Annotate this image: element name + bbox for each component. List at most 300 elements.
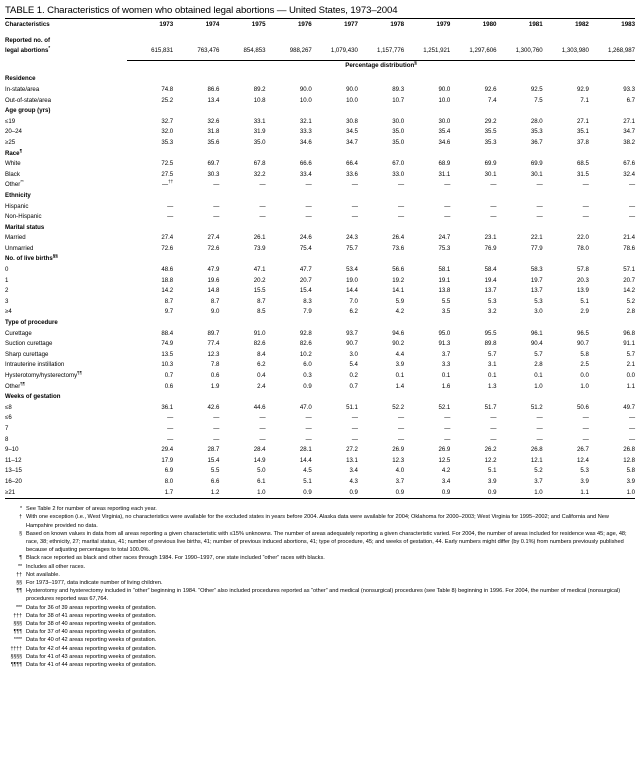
- cell-unmarried-1975: 73.9: [253, 244, 266, 252]
- cell-other-1983: —: [628, 181, 636, 189]
- footnote-marker: §§: [52, 253, 58, 259]
- cell-8-1976: —: [305, 435, 312, 443]
- row-label-weeks-of-gestation-lte-6: ≤6: [5, 414, 12, 422]
- cell-gte-4-1979: 3.5: [441, 308, 451, 316]
- cell-sharp-curettage-1973: 13.5: [161, 350, 174, 358]
- cell-lte-8-1980: 51.7: [484, 403, 497, 411]
- column-header-year-1976: 1976: [297, 21, 312, 28]
- cell-0-1975: 47.1: [253, 266, 266, 274]
- cell-2-1980: 13.7: [484, 287, 497, 295]
- cell-lte-6-1977: —: [351, 414, 358, 422]
- row-label-type-of-procedure-suction-curettage: Suction curettage: [5, 340, 53, 348]
- table-row: [5, 477, 635, 488]
- table-row: [5, 85, 635, 96]
- cell-16-20-1979: 3.4: [441, 477, 451, 485]
- cell-gte-4-1974: 9.0: [210, 308, 220, 316]
- table-row: [5, 382, 635, 393]
- cell-8-1980: —: [490, 435, 497, 443]
- footnote-marker: ¶¶: [16, 588, 22, 595]
- cell-hysterotomy-hysterectomy-1979: 0.1: [441, 372, 451, 379]
- cell-7-1973: —: [167, 424, 174, 432]
- column-header-characteristics: Characteristics: [5, 21, 50, 28]
- cell-7-1977: —: [351, 424, 358, 432]
- footnote-text: Data for 38 of 40 areas reporting weeks of gestation.: [26, 620, 157, 627]
- reported-abortions-label-line1: [5, 36, 635, 47]
- cell-hysterotomy-hysterectomy-1981: 0.1: [534, 372, 543, 379]
- section-heading-label: Race¶: [5, 147, 23, 157]
- cell-lte-6-1980: —: [490, 414, 497, 422]
- cell-0-1973: 48.6: [161, 266, 174, 274]
- cell-suction-curettage-1978: 90.2: [392, 340, 405, 348]
- cell-sharp-curettage-1974: 12.3: [207, 350, 220, 358]
- table-row: [5, 435, 635, 446]
- table-row: [5, 360, 635, 371]
- table-header: [5, 19, 635, 31]
- cell-black-1981: 30.1: [530, 170, 543, 178]
- cell-out-of-state-area-1975: 10.8: [253, 96, 266, 104]
- footnote-text: Data for 36 of 39 areas reporting weeks of gestation.: [26, 604, 157, 611]
- cell-black-1977: 33.6: [346, 170, 358, 178]
- cell-lte-8-1982: 50.6: [577, 403, 589, 411]
- cell-16-20-1977: 4.3: [349, 477, 358, 485]
- cell-gte-4-1981: 3.0: [534, 308, 543, 316]
- cell-lte-8-1983: 49.7: [623, 403, 636, 411]
- cell-3-1977: 7.0: [349, 297, 358, 305]
- cell-lte-8-1973: 36.1: [161, 403, 174, 411]
- section-heading-label: Marital status: [5, 223, 45, 231]
- cell-hysterotomy-hysterectomy-1982: 0.0: [580, 372, 589, 379]
- cell-1-1977: 19.0: [346, 276, 358, 284]
- cell-2-1977: 14.4: [346, 287, 358, 295]
- cell-16-20-1975: 6.1: [257, 477, 266, 485]
- cell-lte-19-1975: 33.1: [253, 117, 266, 125]
- footnote-marker: **: [17, 563, 22, 570]
- cell-intrauterine-instillation-1977: 5.4: [349, 361, 358, 369]
- section-heading-label: Type of procedure: [5, 319, 58, 327]
- cell-other-1973: 0.6: [164, 382, 174, 390]
- column-header-year-1981: 1981: [528, 21, 543, 28]
- reported-abortions-value-1982: 1,303,980: [561, 47, 589, 55]
- cell-lte-19-1979: 30.0: [438, 117, 451, 125]
- cell-16-20-1978: 3.7: [395, 477, 405, 485]
- cell-sharp-curettage-1978: 4.4: [395, 350, 405, 358]
- cell-intrauterine-instillation-1976: 6.0: [303, 361, 312, 369]
- cell-hispanic-1975: —: [259, 202, 266, 210]
- cell-curettage-1976: 92.8: [299, 329, 312, 337]
- cell-2-1976: 15.4: [299, 287, 312, 295]
- header-row: [5, 20, 635, 31]
- cell-intrauterine-instillation-1974: 7.8: [210, 361, 220, 369]
- footnote-13: [5, 636, 635, 644]
- cell-11-12-1973: 17.9: [161, 456, 174, 464]
- column-header-year-1983: 1983: [621, 21, 636, 28]
- footnote-marker: ¶¶¶¶: [10, 661, 22, 668]
- cell-white-1981: 69.9: [530, 160, 543, 168]
- row-label-weeks-of-gestation-16-20: 16–20: [5, 477, 22, 485]
- cell-9-10-1978: 26.9: [392, 446, 405, 454]
- cell-gte-21-1978: 0.9: [395, 488, 405, 496]
- cell-lte-19-1977: 30.8: [346, 117, 358, 125]
- cell-hispanic-1977: —: [351, 202, 358, 210]
- cell-curettage-1982: 96.5: [577, 329, 589, 337]
- table-row: [5, 170, 635, 181]
- footnote-marker: ††††: [10, 645, 22, 652]
- cell-out-of-state-area-1978: 10.7: [392, 96, 405, 104]
- footnote-marker: †: [19, 514, 22, 521]
- table-row: [5, 96, 635, 107]
- cell-curettage-1973: 88.4: [161, 329, 174, 337]
- cell-lte-19-1983: 27.1: [623, 117, 636, 125]
- cell-lte-6-1981: —: [536, 414, 543, 422]
- percentage-distribution-banner: [5, 61, 635, 72]
- reported-abortions-value-1983: 1,268,987: [607, 47, 636, 55]
- footnote-marker: ¶¶¶: [13, 629, 22, 636]
- cell-white-1982: 68.5: [577, 160, 589, 168]
- row-label-race-black: Black: [5, 170, 20, 178]
- cell-unmarried-1977: 75.7: [346, 244, 358, 252]
- cell-8-1974: —: [213, 435, 220, 443]
- footnote-marker: ¶: [19, 555, 22, 562]
- cell-non-hispanic-1977: —: [351, 213, 358, 221]
- table-row: [5, 403, 635, 414]
- cell-married-1981: 22.1: [530, 234, 543, 242]
- cell-11-12-1981: 12.1: [530, 456, 543, 464]
- cell-3-1974: 8.7: [210, 297, 220, 305]
- cell-in-state-area-1975: 89.2: [253, 85, 266, 93]
- footnote-marker: *: [19, 506, 22, 513]
- cell-13-15-1976: 4.5: [303, 467, 312, 475]
- cell-gte-4-1976: 7.9: [303, 308, 312, 316]
- cell-3-1980: 5.3: [488, 297, 497, 305]
- reported-abortions-value-1979: 1,251,921: [423, 47, 451, 55]
- footnote-text: Black race reported as black and other races through 1984. For 1990–1997, one state included “other” races with blacks.: [26, 555, 325, 562]
- row-label-no-of-live-births-1: 1: [5, 276, 9, 284]
- cell-unmarried-1983: 78.6: [623, 244, 636, 252]
- cell-other-1980: —: [490, 181, 497, 189]
- row-label-weeks-of-gestation-lte-8: ≤8: [5, 403, 12, 411]
- cell-sharp-curettage-1979: 3.7: [441, 350, 451, 358]
- cell-sharp-curettage-1977: 3.0: [349, 350, 358, 358]
- cell-gte-21-1981: 1.0: [534, 488, 543, 496]
- footnote-marker: §§: [16, 579, 22, 586]
- cell-white-1983: 67.6: [623, 160, 636, 168]
- cell-lte-6-1982: —: [582, 414, 589, 422]
- cell-gte-25-1974: 35.6: [207, 138, 220, 146]
- cell-other-1980: 1.3: [488, 382, 497, 390]
- row-label-type-of-procedure-hysterotomy-hysterectomy: Hysterotomy/hysterectomy¶¶: [5, 369, 83, 379]
- cell-16-20-1981: 3.7: [534, 477, 543, 485]
- cell-white-1975: 67.8: [253, 160, 266, 168]
- cell-11-12-1980: 12.2: [484, 456, 497, 464]
- cell-9-10-1981: 26.8: [530, 446, 543, 454]
- table-row: [5, 413, 635, 424]
- cell-hispanic-1983: —: [628, 202, 636, 210]
- cell-16-20-1976: 5.1: [303, 477, 312, 485]
- footnote-text: Based on known values in data from all areas reporting a given characteristic with ≤15% unknowns. The number of areas adequately reporting a given characteristic varied. For 2004, the number of areas included for residence was 45; age, 48; race, 38; ethnicity, 27; marital status, 41; number of previous live births, 41; number of previous induced abortions, 41; type of procedure, 45; and weeks of gestation, 44. Early numbers might differ (by 0.1%) from numbers previously published because of adjusting percentages to total 100.0%.: [26, 530, 627, 554]
- cell-unmarried-1982: 78.0: [577, 244, 589, 252]
- cell-gte-4-1983: 2.8: [626, 308, 636, 316]
- cell-8-1979: —: [444, 435, 451, 443]
- cell-gte-21-1977: 0.9: [349, 488, 358, 496]
- table-row: [5, 180, 635, 191]
- reported-abortions-value-1974: 763,476: [197, 47, 220, 55]
- table-row: [5, 297, 635, 308]
- cell-suction-curettage-1975: 82.6: [253, 340, 266, 348]
- cell-20-24-1980: 35.5: [484, 128, 497, 136]
- cell-2-1973: 14.2: [161, 287, 174, 295]
- cell-gte-21-1975: 1.0: [257, 488, 266, 496]
- cell-white-1977: 66.4: [346, 160, 358, 168]
- cell-13-15-1974: 5.5: [210, 467, 220, 475]
- footnote-text: Data for 38 of 41 areas reporting weeks of gestation.: [26, 612, 157, 619]
- cell-gte-25-1983: 38.2: [623, 138, 636, 146]
- cell-9-10-1983: 26.8: [623, 446, 636, 454]
- column-header-year-1979: 1979: [436, 21, 451, 28]
- cell-3-1979: 5.5: [441, 297, 451, 305]
- footnote-marker: ¶¶: [77, 369, 83, 375]
- cell-16-20-1980: 3.9: [488, 477, 497, 485]
- column-header-year-1973: 1973: [159, 21, 174, 28]
- cell-white-1973: 72.5: [161, 160, 174, 168]
- cell-black-1976: 33.4: [299, 170, 312, 178]
- cell-other-1981: 1.0: [534, 382, 543, 390]
- cell-lte-19-1981: 28.0: [530, 117, 543, 125]
- cell-lte-8-1981: 51.2: [530, 403, 543, 411]
- cell-sharp-curettage-1976: 10.2: [299, 350, 312, 358]
- section-heading-age-group-yrs: [5, 106, 635, 117]
- cell-gte-25-1978: 35.0: [392, 138, 405, 146]
- cell-13-15-1983: 5.8: [626, 467, 636, 475]
- cell-0-1983: 57.1: [623, 266, 636, 274]
- rule-line: [5, 499, 635, 501]
- cell-white-1976: 66.6: [299, 160, 312, 168]
- column-header-year-1975: 1975: [251, 21, 266, 28]
- cell-hysterotomy-hysterectomy-1977: 0.2: [349, 372, 358, 379]
- cell-lte-19-1980: 29.2: [484, 117, 497, 125]
- cell-unmarried-1978: 73.6: [392, 244, 405, 252]
- cell-black-1979: 31.1: [438, 170, 451, 178]
- table-row: [5, 488, 635, 499]
- cell-other-1976: —: [305, 181, 312, 189]
- cell-1-1974: 19.6: [207, 276, 220, 284]
- cell-gte-21-1974: 1.2: [210, 488, 220, 496]
- footnote-text: See Table 2 for number of areas reporting each year.: [26, 506, 157, 513]
- cell-hysterotomy-hysterectomy-1983: 0.0: [626, 372, 636, 379]
- cell-suction-curettage-1973: 74.9: [161, 340, 174, 348]
- table-row: [5, 117, 635, 128]
- footnotes-block: [5, 505, 635, 669]
- footnote-text: For 1973–1977, data indicate number of living children.: [26, 579, 163, 586]
- cell-married-1975: 26.1: [253, 234, 266, 242]
- cell-9-10-1976: 28.1: [299, 446, 312, 454]
- cell-sharp-curettage-1982: 5.8: [580, 350, 589, 358]
- section-heading-label: Residence: [5, 75, 36, 83]
- reported-abortions-value-1973: 615,831: [151, 47, 174, 55]
- section-heading-type-of-procedure: [5, 318, 635, 329]
- cell-7-1981: —: [536, 424, 543, 432]
- cell-13-15-1980: 5.1: [488, 467, 497, 475]
- cell-13-15-1981: 5.2: [534, 467, 543, 475]
- cell-20-24-1975: 31.9: [253, 128, 266, 136]
- cell-0-1979: 58.1: [438, 266, 451, 274]
- page-title: TABLE 1. Characteristics of women who obtained legal abortions — United States, 1973–2004: [5, 5, 398, 16]
- footnote-marker: ††: [168, 179, 174, 185]
- cell-other-1983: 1.1: [626, 382, 636, 390]
- cell-in-state-area-1976: 90.0: [299, 85, 312, 93]
- cell-hispanic-1982: —: [582, 202, 589, 210]
- row-label-race-other: Other**: [5, 179, 24, 189]
- cell-hispanic-1974: —: [213, 202, 220, 210]
- cell-out-of-state-area-1981: 7.5: [534, 96, 543, 104]
- cell-11-12-1983: 12.8: [623, 456, 636, 464]
- cell-2-1974: 14.8: [207, 287, 220, 295]
- cell-lte-19-1982: 27.1: [577, 117, 589, 125]
- cell-black-1983: 32.4: [623, 170, 636, 178]
- table-row: [5, 46, 635, 57]
- cell-1-1983: 20.7: [623, 276, 636, 284]
- cell-curettage-1977: 93.7: [346, 329, 358, 337]
- cell-suction-curettage-1981: 90.4: [530, 340, 543, 348]
- cell-gte-4-1982: 2.9: [580, 308, 589, 316]
- cell-other-1977: 0.7: [349, 382, 358, 390]
- cell-lte-8-1979: 52.1: [438, 403, 451, 411]
- footnote-7: [5, 579, 635, 587]
- cell-gte-4-1973: 9.7: [164, 308, 174, 316]
- cell-lte-19-1974: 32.6: [207, 117, 220, 125]
- table-row: [5, 424, 635, 435]
- cell-white-1979: 68.9: [438, 160, 451, 168]
- cell-lte-19-1973: 32.7: [161, 117, 174, 125]
- cell-other-1973: —††: [161, 179, 174, 189]
- cell-non-hispanic-1978: —: [398, 213, 405, 221]
- cell-out-of-state-area-1980: 7.4: [488, 96, 497, 104]
- cell-2-1982: 13.9: [577, 287, 589, 295]
- cell-lte-19-1978: 30.0: [392, 117, 405, 125]
- cell-lte-19-1976: 32.1: [299, 117, 312, 125]
- cell-white-1980: 69.9: [484, 160, 497, 168]
- cell-20-24-1977: 34.5: [346, 128, 358, 136]
- cell-8-1977: —: [351, 435, 358, 443]
- footnote-10: [5, 612, 635, 620]
- footnote-14: [5, 645, 635, 653]
- cell-non-hispanic-1982: —: [582, 213, 589, 221]
- footnote-9: [5, 604, 635, 612]
- cell-3-1982: 5.1: [580, 297, 589, 305]
- cell-11-12-1976: 14.4: [299, 456, 312, 464]
- footnote-12: [5, 628, 635, 636]
- cell-16-20-1982: 3.9: [580, 477, 589, 485]
- cell-2-1975: 15.5: [253, 287, 266, 295]
- cell-other-1978: —: [398, 181, 405, 189]
- cell-other-1974: 1.9: [210, 382, 220, 390]
- cell-in-state-area-1981: 92.5: [530, 85, 543, 93]
- table-body: [5, 31, 635, 501]
- section-heading-label: Age group (yrs): [5, 107, 51, 115]
- footnote-text: Data for 40 of 42 areas reporting weeks of gestation.: [26, 637, 157, 644]
- cell-other-1981: —: [536, 181, 543, 189]
- cell-hispanic-1973: —: [167, 202, 174, 210]
- row-label-type-of-procedure-intrauterine-instillation: Intrauterine instillation: [5, 361, 65, 369]
- footnote-text: With one exception (i.e., West Virginia), no characteristics were available for the excluded states in years before 2004. Alaska data were available for 2004; Oklahoma for 2000–2003; West Virginia for 1995–2002; and California and New Hampshire provided no data.: [26, 514, 609, 529]
- footnote-marker: §: [414, 59, 417, 65]
- cell-2-1978: 14.1: [392, 287, 405, 295]
- cell-black-1982: 31.5: [577, 170, 589, 178]
- cell-out-of-state-area-1982: 7.1: [580, 96, 589, 104]
- cell-hispanic-1976: —: [305, 202, 312, 210]
- cell-0-1980: 58.4: [484, 266, 497, 274]
- cell-11-12-1979: 12.5: [438, 456, 451, 464]
- footnote-11: [5, 620, 635, 628]
- table-row: [5, 212, 635, 223]
- section-heading-label: Ethnicity: [5, 191, 31, 199]
- cell-out-of-state-area-1973: 25.2: [161, 96, 174, 104]
- section-heading-no-of-live-births: [5, 254, 635, 265]
- cell-hysterotomy-hysterectomy-1974: 0.6: [210, 372, 220, 379]
- table-row: [5, 350, 635, 361]
- footnote-4: [5, 554, 635, 562]
- row-label-ethnicity-non-hispanic: Non-Hispanic: [5, 213, 42, 221]
- footnote-text: Data for 42 of 44 areas reporting weeks of gestation.: [26, 645, 157, 652]
- cell-16-20-1974: 6.6: [210, 477, 220, 485]
- cell-out-of-state-area-1974: 13.4: [207, 96, 220, 104]
- reported-abortions-value-1975: 854,853: [243, 47, 266, 55]
- cell-married-1979: 24.7: [438, 234, 451, 242]
- cell-intrauterine-instillation-1981: 2.8: [534, 361, 543, 369]
- table-row: [5, 286, 635, 297]
- cell-out-of-state-area-1983: 6.7: [626, 96, 636, 104]
- footnote-text: Data for 37 of 40 areas reporting weeks of gestation.: [26, 629, 157, 636]
- footnote-marker: ¶: [19, 147, 23, 153]
- cell-sharp-curettage-1975: 8.4: [257, 350, 266, 358]
- cell-in-state-area-1977: 90.0: [346, 85, 358, 93]
- footnote-text: Data for 41 of 43 areas reporting weeks of gestation.: [26, 653, 157, 660]
- row-label-weeks-of-gestation-7: 7: [5, 424, 9, 432]
- row-label-age-group-yrs-20-24: 20–24: [5, 128, 22, 136]
- cell-unmarried-1981: 77.9: [530, 244, 543, 252]
- cell-non-hispanic-1983: —: [628, 213, 636, 221]
- cell-sharp-curettage-1983: 5.7: [626, 350, 636, 358]
- cell-curettage-1979: 95.0: [438, 329, 451, 337]
- table-row: [5, 138, 635, 149]
- reported-abortions-row-label: legal abortions*: [5, 45, 51, 55]
- cell-gte-21-1973: 1.7: [164, 488, 174, 496]
- row-label-weeks-of-gestation-8: 8: [5, 435, 9, 443]
- cell-7-1980: —: [490, 424, 497, 432]
- cell-9-10-1980: 26.2: [484, 446, 497, 454]
- reported-abortions-value-1980: 1,297,606: [469, 47, 497, 55]
- cell-lte-6-1975: —: [259, 414, 266, 422]
- banner-spacer: [5, 61, 127, 72]
- cell-13-15-1982: 5.3: [580, 467, 589, 475]
- footnote-16: [5, 661, 635, 669]
- cell-20-24-1981: 35.3: [530, 128, 543, 136]
- table-row: [5, 202, 635, 213]
- cell-1-1980: 19.4: [484, 276, 497, 284]
- bottom-rule: [5, 499, 635, 501]
- footnote-8: [5, 587, 635, 603]
- row-label-age-group-yrs-gte-25: ≥25: [5, 138, 16, 146]
- cell-0-1978: 56.6: [392, 266, 405, 274]
- cell-lte-8-1977: 51.1: [346, 403, 358, 411]
- cell-intrauterine-instillation-1979: 3.3: [441, 361, 451, 369]
- cell-7-1983: —: [628, 424, 636, 432]
- cell-white-1974: 69.7: [207, 160, 220, 168]
- characteristics-table: [5, 18, 635, 500]
- cell-lte-6-1983: —: [628, 414, 636, 422]
- cell-11-12-1974: 15.4: [207, 456, 220, 464]
- cell-out-of-state-area-1977: 10.0: [346, 96, 358, 104]
- cell-unmarried-1976: 75.4: [299, 244, 312, 252]
